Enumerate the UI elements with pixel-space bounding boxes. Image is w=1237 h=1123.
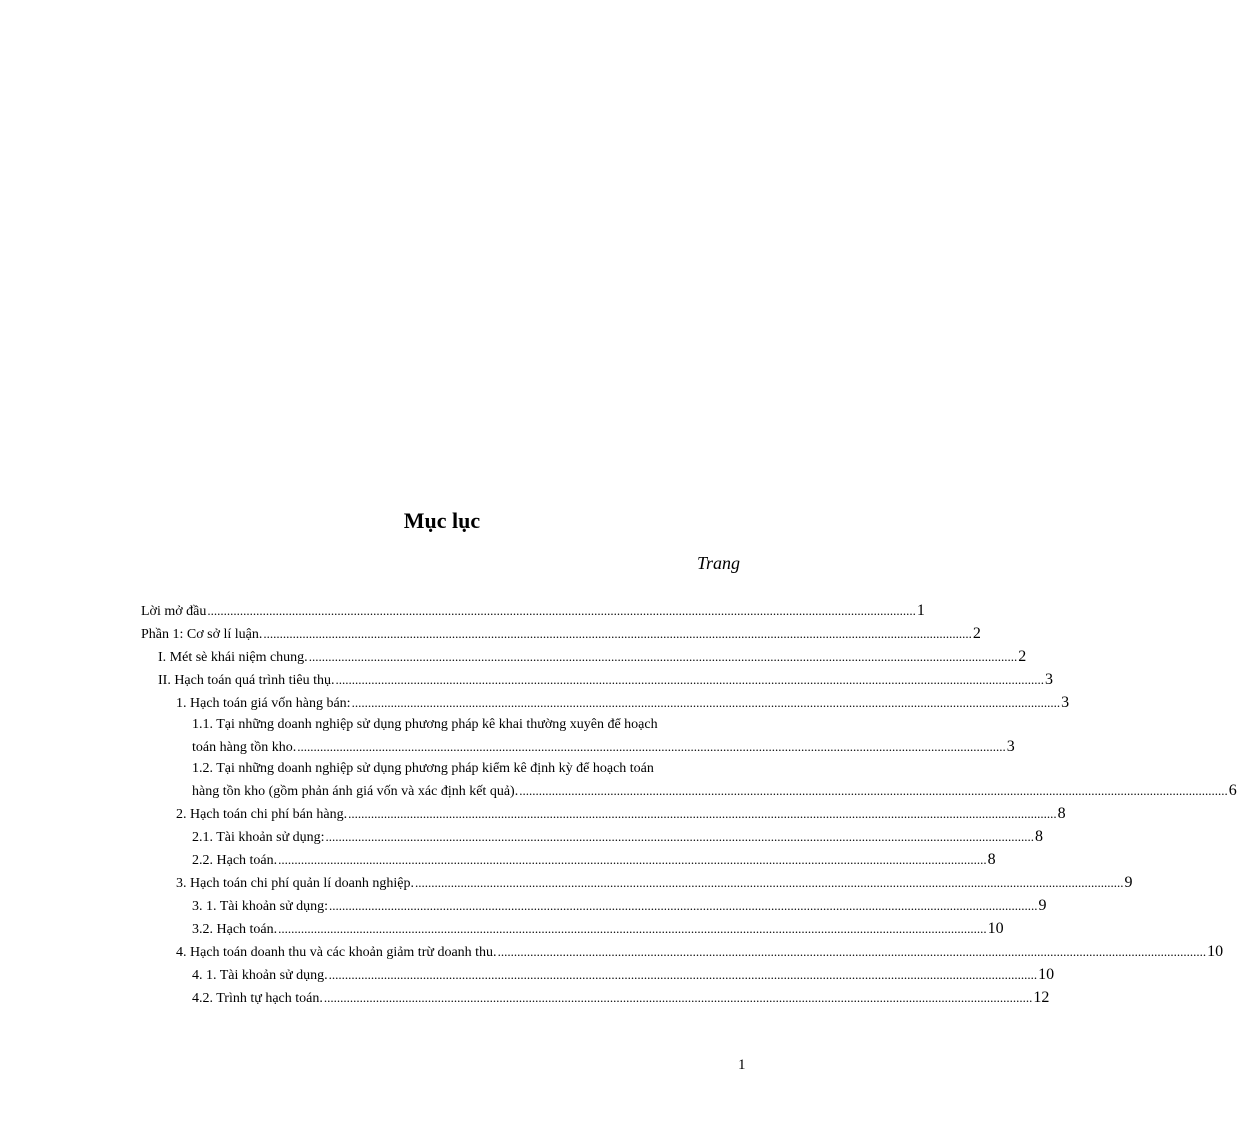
toc-leader-dots: .......................................................................................................................................................................................................................... bbox=[207, 603, 916, 618]
toc-leader-dots: .......................................................................................................................................................................................................................... bbox=[328, 967, 1038, 982]
toc-entry-page: 2 bbox=[1018, 648, 1027, 665]
toc-entry-page: 10 bbox=[1038, 966, 1055, 983]
toc-entry-label: Lời mở đầu bbox=[141, 604, 207, 619]
toc-entry-label: II. Hạch toán quá trình tiêu thụ. bbox=[158, 673, 335, 688]
toc-entry bbox=[192, 849, 996, 872]
toc-entry bbox=[141, 623, 981, 646]
toc-entry-label: 4. 1. Tài khoản sử dụng. bbox=[192, 968, 328, 983]
toc-entry bbox=[192, 736, 1015, 759]
toc-entry-page: 10 bbox=[1207, 943, 1224, 960]
toc-entry-label: 3.2. Hạch toán. bbox=[192, 922, 278, 937]
toc-leader-dots: .......................................................................................................................................................................................................................... bbox=[323, 990, 1033, 1005]
toc-entry-line1: 1.2. Tại những doanh nghiệp sử dụng phương pháp kiểm kê định kỳ để hoạch toán bbox=[192, 761, 654, 776]
toc-entry bbox=[192, 964, 1055, 987]
toc-entry-page: 10 bbox=[987, 920, 1004, 937]
toc-entry bbox=[176, 803, 1066, 826]
toc-leader-dots: .......................................................................................................................................................................................................................... bbox=[519, 783, 1228, 798]
page-title: Mục lục bbox=[403, 508, 481, 533]
toc-entry-page: 12 bbox=[1033, 989, 1050, 1006]
toc-leader-dots: .......................................................................................................................................................................................................................... bbox=[335, 672, 1045, 687]
toc-entry-page: 8 bbox=[987, 851, 996, 868]
toc-entry bbox=[192, 987, 1050, 1010]
toc-entry-label: I. Mét sè khái niệm chung. bbox=[158, 650, 308, 665]
toc-entry-page: 3 bbox=[1045, 671, 1054, 688]
toc-entry bbox=[192, 895, 1047, 918]
toc-entry-page: 8 bbox=[1057, 805, 1066, 822]
toc-entry-page: 6 bbox=[1228, 782, 1237, 799]
toc-entry-label: 3. 1. Tài khoản sử dụng: bbox=[192, 899, 329, 914]
toc-leader-dots: .......................................................................................................................................................................................................................... bbox=[263, 626, 972, 641]
toc-entry-page: 9 bbox=[1038, 897, 1047, 914]
toc-leader-dots: .......................................................................................................................................................................................................................... bbox=[348, 806, 1057, 821]
toc-entry-label: 2.1. Tài khoản sử dụng: bbox=[192, 830, 325, 845]
toc-entry-label: 2. Hạch toán chi phí bán hàng. bbox=[176, 807, 348, 822]
toc-entry-label: Phần 1: Cơ sở lí luận. bbox=[141, 627, 263, 642]
toc-leader-dots: .......................................................................................................................................................................................................................... bbox=[325, 829, 1035, 844]
toc-leader-dots: .......................................................................................................................................................................................................................... bbox=[329, 898, 1038, 913]
toc-entry-page: 2 bbox=[972, 625, 981, 642]
toc-entry bbox=[141, 600, 925, 623]
toc-entry-page: 8 bbox=[1035, 828, 1044, 845]
toc-entry-page: 3 bbox=[1006, 738, 1015, 755]
toc-entry bbox=[176, 692, 1070, 715]
toc-entry bbox=[158, 646, 1027, 669]
toc-entry-page: 9 bbox=[1124, 874, 1133, 891]
toc-entry-label: 4. Hạch toán doanh thu và các khoản giảm trừ doanh thu. bbox=[176, 945, 497, 960]
toc-entry-page: 1 bbox=[916, 602, 925, 619]
toc-leader-dots: .......................................................................................................................................................................................................................... bbox=[351, 695, 1061, 710]
toc-entry bbox=[192, 918, 1004, 941]
toc-entry-label: 1. Hạch toán giá vốn hàng bán: bbox=[176, 696, 351, 711]
toc-leader-dots: .......................................................................................................................................................................................................................... bbox=[497, 944, 1207, 959]
toc-leader-dots: .......................................................................................................................................................................................................................... bbox=[297, 739, 1006, 754]
toc-entry-label: hàng tồn kho (gồm phản ánh giá vốn và xác định kết quả). bbox=[192, 784, 519, 799]
toc-entry bbox=[192, 826, 1044, 849]
toc-entry bbox=[176, 941, 1224, 964]
toc-entry-label: toán hàng tồn kho. bbox=[192, 740, 297, 755]
toc-leader-dots: .......................................................................................................................................................................................................................... bbox=[278, 852, 987, 867]
toc-leader-dots: .......................................................................................................................................................................................................................... bbox=[278, 921, 987, 936]
toc-entry bbox=[158, 669, 1054, 692]
toc-entry bbox=[192, 780, 1237, 803]
page-column-label: Trang bbox=[696, 553, 740, 573]
toc-entry-label: 4.2. Trình tự hạch toán. bbox=[192, 991, 323, 1006]
toc-entry-page: 3 bbox=[1061, 694, 1070, 711]
toc-entry-label: 3. Hạch toán chi phí quản lí doanh nghiệp. bbox=[176, 876, 414, 891]
toc-entry-label: 2.2. Hạch toán. bbox=[192, 853, 278, 868]
toc-entry bbox=[176, 872, 1133, 895]
toc-entry-line1: 1.1. Tại những doanh nghiệp sử dụng phương pháp kê khai thường xuyên để hoạch bbox=[192, 717, 658, 732]
page-number: 1 bbox=[738, 1057, 746, 1073]
toc-leader-dots: .......................................................................................................................................................................................................................... bbox=[308, 649, 1018, 664]
toc-leader-dots: .......................................................................................................................................................................................................................... bbox=[414, 875, 1124, 890]
